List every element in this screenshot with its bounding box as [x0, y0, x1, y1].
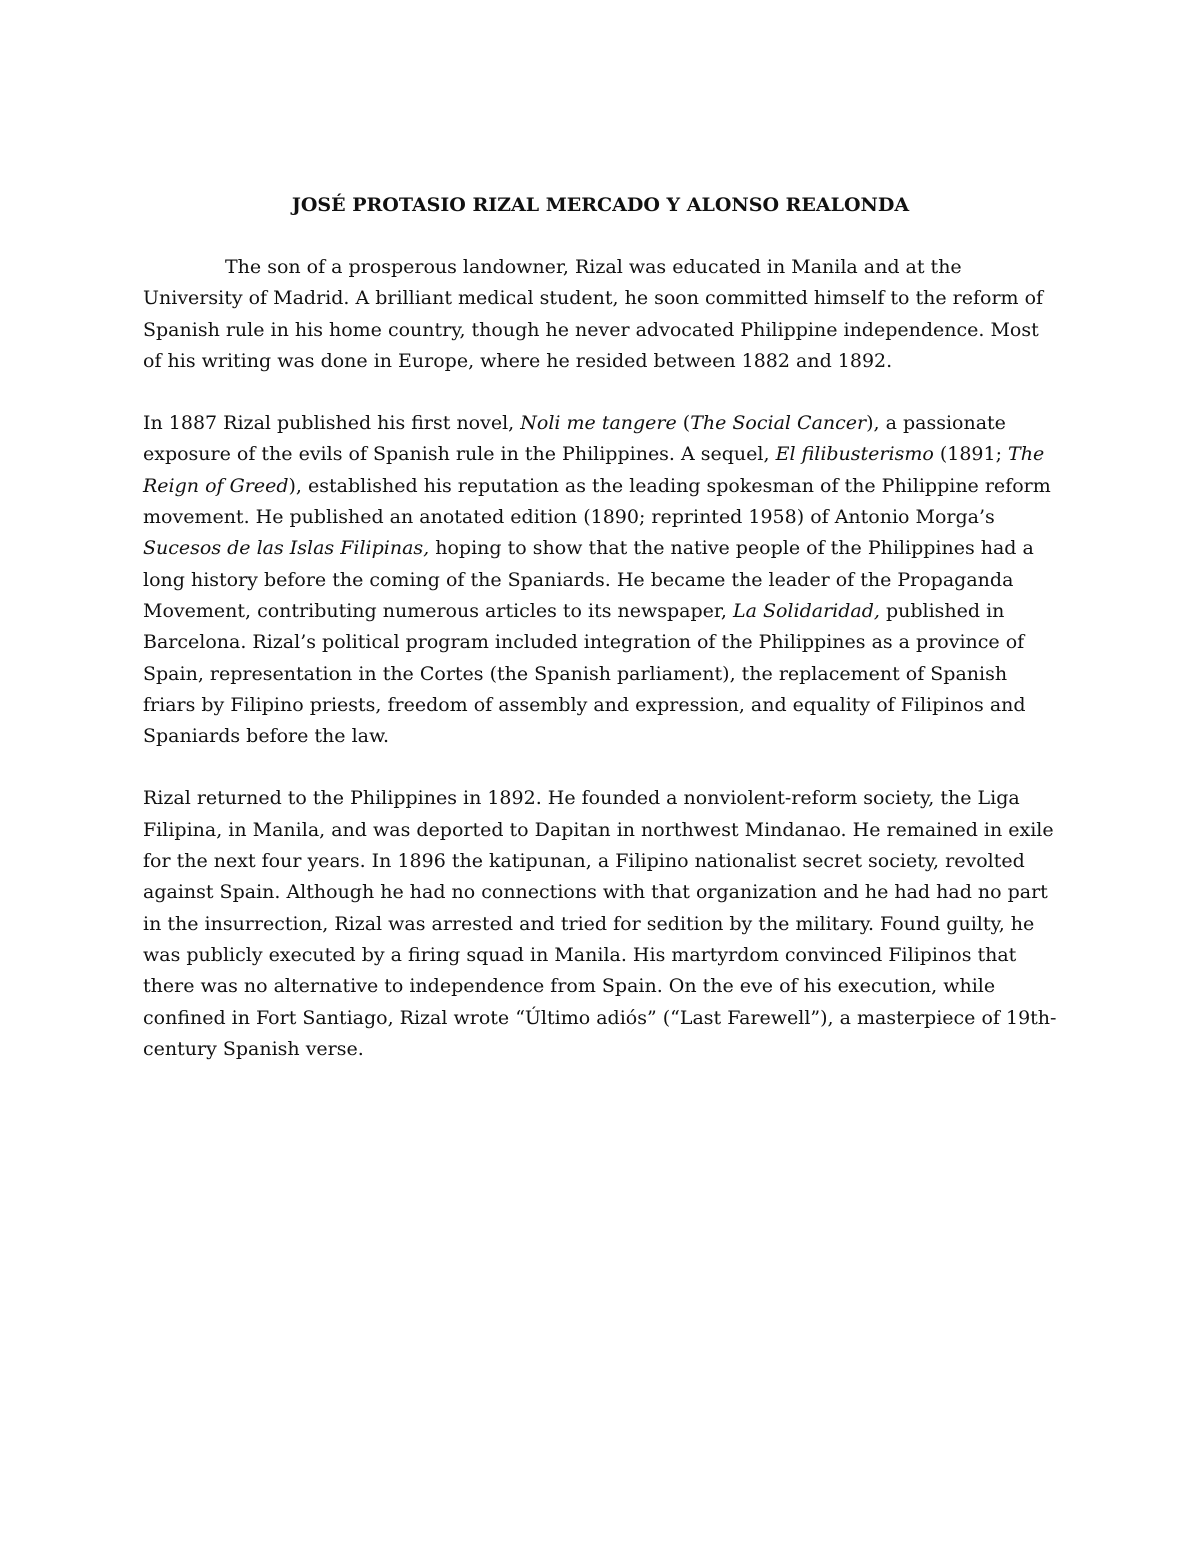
paragraph-2-run: ), a passionate exposure of the evils of Spanish rule in the Philippines. A sequel,	[143, 412, 1006, 466]
paragraph-2-run: hoping to show that the native people of the Philippines had a long history before the coming of the Spaniards. He became the leader of the Propaganda Movement, contributing numerous articles to its newspaper,	[143, 537, 1034, 622]
book-title-sucesos: Sucesos de las Islas Filipinas,	[143, 537, 430, 560]
paragraph-2	[143, 408, 1058, 752]
translated-title-reign-of-greed: The Reign of Greed	[143, 443, 1045, 497]
paragraph-3-text: Rizal returned to the Philippines in 1892. He founded a nonviolent-reform society, the Liga Filipina, in Manila, and was deported to Dapitan in northwest Mindanao. He remained in exile for the next four years. In 1896 the katipunan, a Filipino nationalist secret society, revolted against Spain. Although he had no connections with that organization and he had had no part in the insurrection, Rizal was arrested and tried for sedition by the military. Found guilty, he was publicly executed by a firing squad in Manila. His martyrdom convinced Filipinos that there was no alternative to independence from Spain. On the eve of his execution, while confined in Fort Santiago, Rizal wrote “Último adiós” (“Last Farewell”), a masterpiece of 19th-century Spanish verse.	[143, 787, 1057, 1060]
document-title: JOSÉ PROTASIO RIZAL MERCADO Y ALONSO REALONDA	[291, 194, 910, 216]
paragraph-2-run: In 1887 Rizal published his first novel,	[143, 412, 521, 435]
document-body	[143, 190, 1058, 1096]
paragraph-1-text: The son of a prosperous landowner, Rizal was educated in Manila and at the University of Madrid. A brilliant medical student, he soon committed himself to the reform of Spanish rule in his home country, though he never advocated Philippine independence. Most of his writing was done in Europe, where he resided between 1882 and 1892.	[143, 256, 1044, 372]
novel-title-filibusterismo: El filibusterismo	[775, 443, 934, 466]
translated-title-social-cancer: The Social Cancer	[690, 412, 867, 435]
newspaper-title-la-solidaridad: La Solidaridad,	[732, 599, 880, 622]
paragraph-2-run: (1891;	[933, 443, 1009, 466]
paragraph-3	[143, 783, 1058, 1065]
paragraph-1	[143, 252, 1058, 377]
paragraph-2-run: (	[676, 412, 691, 435]
novel-title-noli: Noli me tangere	[520, 412, 677, 435]
paragraph-2-run: published in Barcelona. Rizal’s political program included integration of the Philippines as a province of Spain, representation in the Cortes (the Spanish parliament), the replacement of Spanish friars by Filipino priests, freedom of assembly and expression, and equality of Filipinos and Spaniards before the law.	[143, 599, 1026, 748]
paragraph-2-run: ), established his reputation as the leading spokesman of the Philippine reform movement. He published an anotated edition (1890; reprinted 1958) of Antonio Morga’s	[143, 474, 1051, 529]
